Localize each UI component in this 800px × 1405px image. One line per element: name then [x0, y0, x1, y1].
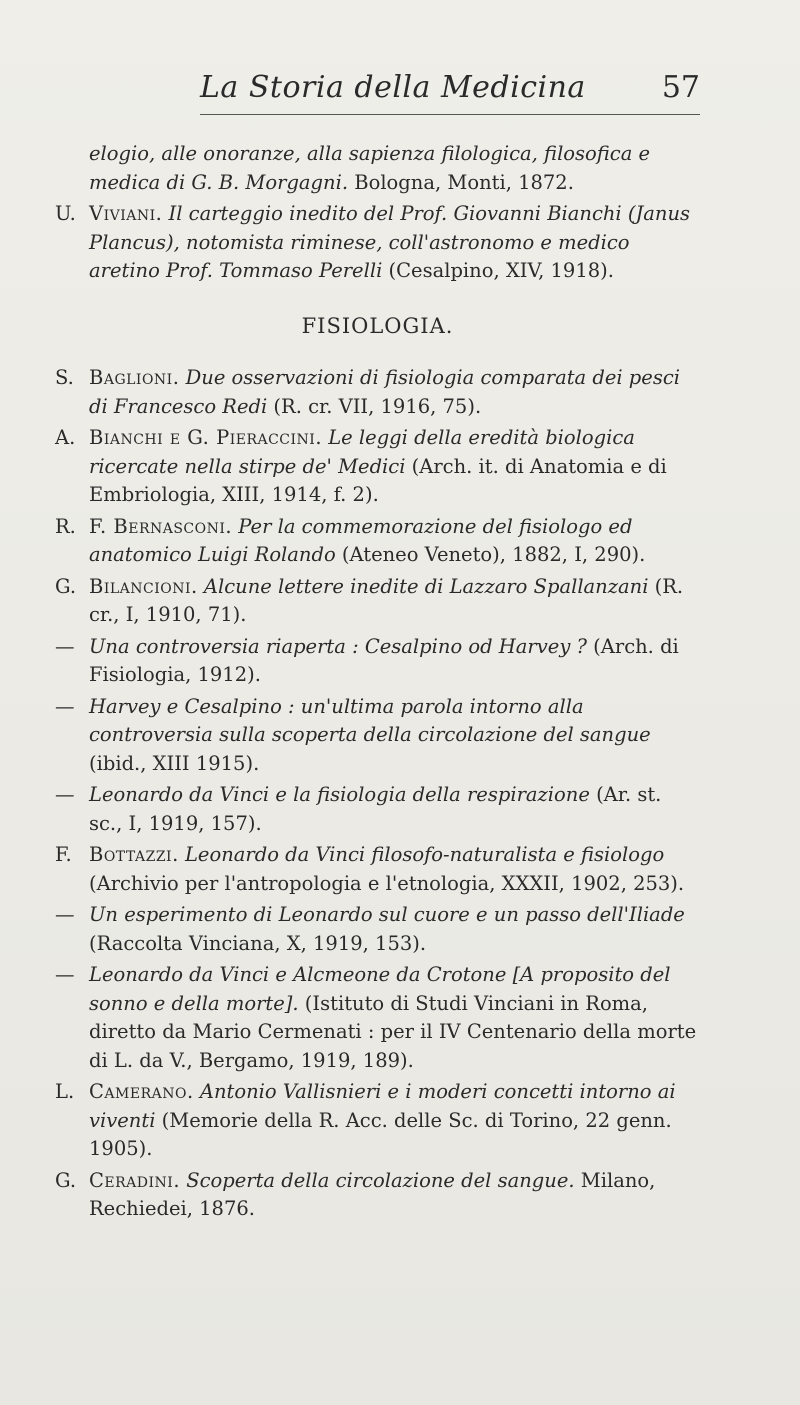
entry-initial: L.	[55, 1080, 75, 1103]
entry-initial: S.	[55, 366, 74, 389]
entry-publication: (R. cr., I, 1910, 71).	[89, 574, 684, 626]
bibliography-entry	[55, 424, 700, 510]
entry-initial: F.	[55, 843, 72, 866]
bibliography-entry	[55, 961, 700, 1075]
entry-author: Viviani.	[89, 202, 163, 225]
bibliography-entry	[55, 364, 700, 421]
entry-initial: G.	[55, 574, 77, 598]
entry-initial: —	[55, 694, 75, 718]
entry-publication: (ibid., XIII 1915).	[89, 751, 260, 775]
bibliography-entry	[55, 693, 700, 779]
bibliography-entry	[55, 573, 700, 630]
bibliography-entry	[55, 513, 700, 570]
page-header	[60, 70, 700, 118]
entry-title: Una controversia riaperta : Cesalpino od Harvey ?	[89, 634, 587, 658]
bibliography-entry	[55, 901, 700, 958]
entries-before-section	[55, 200, 700, 286]
continuation-entry	[55, 140, 700, 197]
entry-initial: R.	[55, 514, 76, 538]
bibliography-entry	[55, 841, 700, 898]
entry-title: Due osservazioni di fisiologia comparata dei pesci di Francesco Redi	[89, 366, 680, 418]
entry-author: Camerano.	[89, 1080, 194, 1103]
entry-initial: A.	[55, 426, 76, 449]
bibliography	[55, 140, 700, 1227]
entry-publication: (Ar. st. sc., I, 1919, 157).	[89, 783, 662, 835]
entry-title: Alcune lettere inedite di Lazzaro Spallanzani	[197, 574, 649, 598]
entry-author: Ceradini.	[89, 1168, 181, 1192]
entry-publication: Milano, Rechiedei, 1876.	[89, 1168, 656, 1220]
running-title: La Storia della Medicina	[200, 70, 586, 105]
entry-title: Per la commemorazione del fisiologo ed anatomico Luigi Rolando	[89, 514, 633, 566]
bibliography-entry	[55, 781, 700, 838]
section-heading: FISIOLOGIA.	[301, 313, 454, 338]
entry-title: Il carteggio inedito del Prof. Giovanni Bianchi (Janus Plancus), notomista riminese, coll'astronomo e medico aretino Prof. Tommaso Perelli	[89, 202, 691, 282]
entry-title: Leonardo da Vinci filosofo-naturalista e fisiologo	[178, 843, 665, 866]
entry-author: Baglioni.	[89, 366, 180, 389]
entry-publication: (Arch. it. di Anatomia e di Embriologia, XIII, 1914, f. 2).	[89, 454, 667, 506]
bibliography-entry	[55, 200, 700, 286]
bibliography-entry	[55, 633, 700, 690]
header-rule	[200, 114, 700, 115]
entry-publication: (Istituto di Studi Vinciani in Roma, diretto da Mario Cermenati : per il IV Centenario della morte di L. da V., Bergamo, 1919, 189).	[89, 991, 697, 1072]
entry-publication: (Archivio per l'antropologia e l'etnologia, XXXII, 1902, 253).	[89, 871, 685, 895]
entry-initial: —	[55, 903, 75, 926]
entry-initial: G.	[55, 1168, 77, 1192]
entry-title: Antonio Vallisnieri e i moderi concetti intorno ai viventi	[89, 1080, 676, 1132]
entry-publication: Bologna, Monti, 1872.	[348, 170, 574, 194]
entry-title: Leonardo da Vinci e Alcmeone da Crotone [A proposito del sonno e della morte].	[89, 963, 671, 1015]
page-number: 57	[661, 70, 700, 105]
entry-title: Scoperta della circolazione del sangue.	[180, 1168, 575, 1192]
entry-initial: —	[55, 783, 75, 806]
entry-title: Un esperimento di Leonardo sul cuore e un passo dell'Iliade	[89, 903, 685, 926]
entry-initial: —	[55, 963, 75, 986]
entry-publication: (Cesalpino, XIV, 1918).	[382, 259, 614, 282]
entry-initial: U.	[55, 202, 76, 225]
entry-title: Leonardo da Vinci e la fisiologia della respirazione	[89, 783, 590, 806]
entry-author: Bilancioni.	[89, 574, 198, 598]
entry-title: Le leggi della eredità biologica ricercate nella stirpe de' Medici	[89, 426, 635, 478]
entry-author: F. Bernasconi.	[89, 514, 233, 538]
entry-author: Bottazzi.	[89, 843, 179, 866]
entry-publication: (Raccolta Vinciana, X, 1919, 153).	[89, 931, 427, 955]
entry-title: elogio, alle onoranze, alla sapienza filologica, filosofica e medica di G. B. Morgagni.	[89, 142, 651, 194]
entry-publication: (Ateneo Veneto), 1882, I, 290).	[335, 543, 646, 566]
entry-initial: —	[55, 634, 75, 658]
entry-publication: (Memorie della R. Acc. delle Sc. di Torino, 22 genn. 1905).	[89, 1108, 672, 1160]
bibliography-entry	[55, 1167, 700, 1224]
bibliography-entry	[55, 1078, 700, 1164]
entry-publication: (R. cr. VII, 1916, 75).	[267, 394, 482, 418]
entry-author: Bianchi e G. Pieraccini.	[89, 426, 323, 449]
entry-title: Harvey e Cesalpino : un'ultima parola intorno alla controversia sulla scoperta della circolazione del sangue	[89, 694, 651, 746]
entry-publication: (Arch. di Fisiologia, 1912).	[89, 634, 679, 686]
entries-list	[55, 364, 700, 1224]
